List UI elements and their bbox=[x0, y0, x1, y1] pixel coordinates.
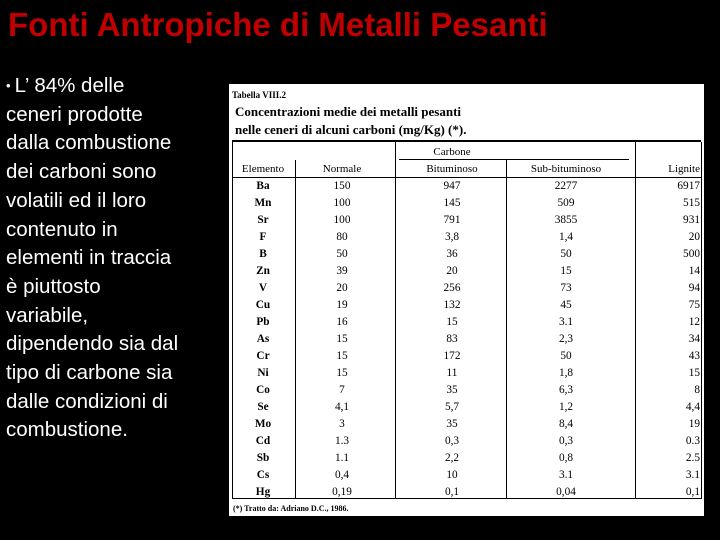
header-bituminoso: Bituminoso bbox=[426, 163, 478, 175]
cell-sub-bituminoso: 50 bbox=[560, 350, 572, 362]
cell-sub-bituminoso: 15 bbox=[560, 265, 572, 277]
cell-bituminoso: 947 bbox=[443, 180, 461, 192]
cell-sub-bituminoso: 1,4 bbox=[558, 231, 574, 243]
cell-normale: 0,4 bbox=[334, 469, 350, 481]
cell-sub-bituminoso: 0,8 bbox=[558, 452, 574, 464]
col-rule-2 bbox=[295, 160, 296, 498]
table-reference: Tabella VIII.2 bbox=[232, 90, 287, 100]
cell-normale: 100 bbox=[333, 197, 351, 209]
table-caption-line2: nelle ceneri di alcuni carboni (mg/Kg) (*). bbox=[235, 122, 467, 137]
cell-lignite: 0.3 bbox=[685, 435, 700, 447]
cell-bituminoso: 0,3 bbox=[444, 435, 460, 447]
cell-bituminoso: 256 bbox=[443, 282, 461, 294]
cell-element: Pb bbox=[256, 316, 270, 328]
cell-bituminoso: 20 bbox=[446, 265, 458, 277]
cell-normale: 15 bbox=[336, 367, 348, 379]
cell-lignite: 94 bbox=[688, 282, 700, 294]
cell-element: Cs bbox=[256, 469, 270, 481]
cell-bituminoso: 35 bbox=[446, 418, 458, 430]
cell-lignite: 8 bbox=[694, 384, 700, 396]
cell-normale: 20 bbox=[336, 282, 348, 294]
cell-bituminoso: 2,2 bbox=[444, 452, 460, 464]
cell-sub-bituminoso: 0,3 bbox=[558, 435, 574, 447]
metals-table bbox=[229, 84, 704, 516]
cell-normale: 15 bbox=[336, 350, 348, 362]
cell-normale: 1.3 bbox=[334, 435, 350, 447]
table-top-rule bbox=[232, 140, 701, 142]
cell-normale: 7 bbox=[339, 384, 345, 396]
cell-normale: 16 bbox=[336, 316, 348, 328]
cell-element: Mn bbox=[254, 197, 272, 209]
cell-element: Sr bbox=[257, 214, 269, 226]
cell-element: V bbox=[258, 282, 268, 294]
cell-element: Hg bbox=[255, 486, 271, 498]
cell-normale: 80 bbox=[336, 231, 348, 243]
cell-normale: 39 bbox=[336, 265, 348, 277]
cell-normale: 3 bbox=[339, 418, 345, 430]
cell-normale: 4,1 bbox=[334, 401, 350, 413]
header-lignite: Lignite bbox=[668, 163, 700, 175]
cell-element: Zn bbox=[256, 265, 270, 277]
cell-element: Ba bbox=[256, 180, 270, 192]
cell-sub-bituminoso: 8,4 bbox=[558, 418, 574, 430]
col-rule-4 bbox=[506, 160, 507, 498]
cell-normale: 1.1 bbox=[334, 452, 350, 464]
header-normale: Normale bbox=[322, 163, 362, 175]
cell-normale: 50 bbox=[336, 248, 348, 260]
cell-bituminoso: 145 bbox=[443, 197, 461, 209]
bullet-paragraph bbox=[6, 72, 218, 445]
cell-element: B bbox=[259, 248, 267, 260]
cell-element: As bbox=[256, 333, 270, 345]
cell-sub-bituminoso: 2,3 bbox=[558, 333, 574, 345]
cell-lignite: 75 bbox=[688, 299, 700, 311]
cell-lignite: 19 bbox=[688, 418, 700, 430]
cell-bituminoso: 132 bbox=[443, 299, 461, 311]
cell-bituminoso: 791 bbox=[443, 214, 461, 226]
cell-lignite: 3.1 bbox=[685, 469, 700, 481]
cell-lignite: 12 bbox=[688, 316, 700, 328]
group-header: Carbone bbox=[433, 146, 471, 158]
cell-bituminoso: 36 bbox=[446, 248, 458, 260]
cell-sub-bituminoso: 509 bbox=[557, 197, 575, 209]
cell-bituminoso: 10 bbox=[446, 469, 458, 481]
cell-lignite: 500 bbox=[683, 248, 700, 260]
cell-sub-bituminoso: 0,04 bbox=[556, 486, 576, 498]
cell-sub-bituminoso: 3855 bbox=[554, 214, 578, 226]
cell-bituminoso: 35 bbox=[446, 384, 458, 396]
col-rule-6 bbox=[701, 142, 702, 498]
cell-lignite: 515 bbox=[683, 197, 700, 209]
cell-lignite: 43 bbox=[688, 350, 700, 362]
cell-sub-bituminoso: 73 bbox=[560, 282, 572, 294]
cell-element: Co bbox=[256, 384, 270, 396]
cell-bituminoso: 3,8 bbox=[444, 231, 460, 243]
bullet-marker: • bbox=[6, 78, 11, 93]
cell-normale: 0,19 bbox=[332, 486, 352, 498]
table-source: (*) Tratto da: Adriano D.C., 1986. bbox=[233, 504, 349, 513]
cell-sub-bituminoso: 2277 bbox=[554, 180, 578, 192]
cell-normale: 19 bbox=[336, 299, 348, 311]
cell-sub-bituminoso: 1,2 bbox=[558, 401, 574, 413]
cell-lignite: 0,1 bbox=[685, 486, 700, 498]
bullet-text: L’ 84% delle ceneri prodotte dalla combustione dei carboni sono volatili ed il loro contenuto in elementi in traccia è piuttosto variabile, dipendendo sia dal tipo di carbone sia dalle condizioni di combustione. bbox=[6, 74, 179, 442]
cell-sub-bituminoso: 50 bbox=[560, 248, 572, 260]
cell-bituminoso: 5,7 bbox=[444, 401, 460, 413]
cell-bituminoso: 83 bbox=[446, 333, 458, 345]
cell-element: Cd bbox=[255, 435, 271, 447]
cell-sub-bituminoso: 3.1 bbox=[558, 469, 574, 481]
cell-element: Cu bbox=[255, 299, 271, 311]
table-caption-line1: Concentrazioni medie dei metalli pesanti bbox=[235, 104, 462, 119]
cell-element: Se bbox=[257, 401, 269, 413]
cell-bituminoso: 0,1 bbox=[444, 486, 460, 498]
cell-lignite: 931 bbox=[683, 214, 700, 226]
cell-sub-bituminoso: 45 bbox=[560, 299, 572, 311]
cell-sub-bituminoso: 1,8 bbox=[558, 367, 574, 379]
cell-bituminoso: 11 bbox=[446, 367, 458, 379]
col-rule-3 bbox=[395, 142, 396, 498]
cell-element: F bbox=[259, 231, 267, 243]
table-bottom-rule bbox=[232, 498, 702, 499]
cell-lignite: 2.5 bbox=[685, 452, 700, 464]
group-header-rule bbox=[399, 159, 629, 160]
cell-element: Sb bbox=[256, 452, 270, 464]
header-element: Elemento bbox=[241, 163, 285, 175]
cell-element: Cr bbox=[256, 350, 270, 362]
cell-bituminoso: 172 bbox=[443, 350, 461, 362]
header-sub-bituminoso: Sub-bituminoso bbox=[530, 163, 602, 175]
cell-lignite: 6917 bbox=[677, 180, 700, 192]
cell-sub-bituminoso: 3.1 bbox=[558, 316, 574, 328]
cell-lignite: 34 bbox=[688, 333, 700, 345]
cell-sub-bituminoso: 6,3 bbox=[558, 384, 574, 396]
cell-lignite: 15 bbox=[688, 367, 700, 379]
cell-normale: 15 bbox=[336, 333, 348, 345]
cell-bituminoso: 15 bbox=[446, 316, 458, 328]
cell-normale: 150 bbox=[333, 180, 351, 192]
cell-lignite: 14 bbox=[688, 265, 700, 277]
cell-lignite: 4,4 bbox=[685, 401, 700, 413]
cell-normale: 100 bbox=[333, 214, 351, 226]
cell-lignite: 20 bbox=[688, 231, 700, 243]
cell-element: Mo bbox=[254, 418, 272, 430]
slide-title: Fonti Antropiche di Metalli Pesanti bbox=[8, 6, 548, 43]
cell-element: Ni bbox=[257, 367, 269, 379]
